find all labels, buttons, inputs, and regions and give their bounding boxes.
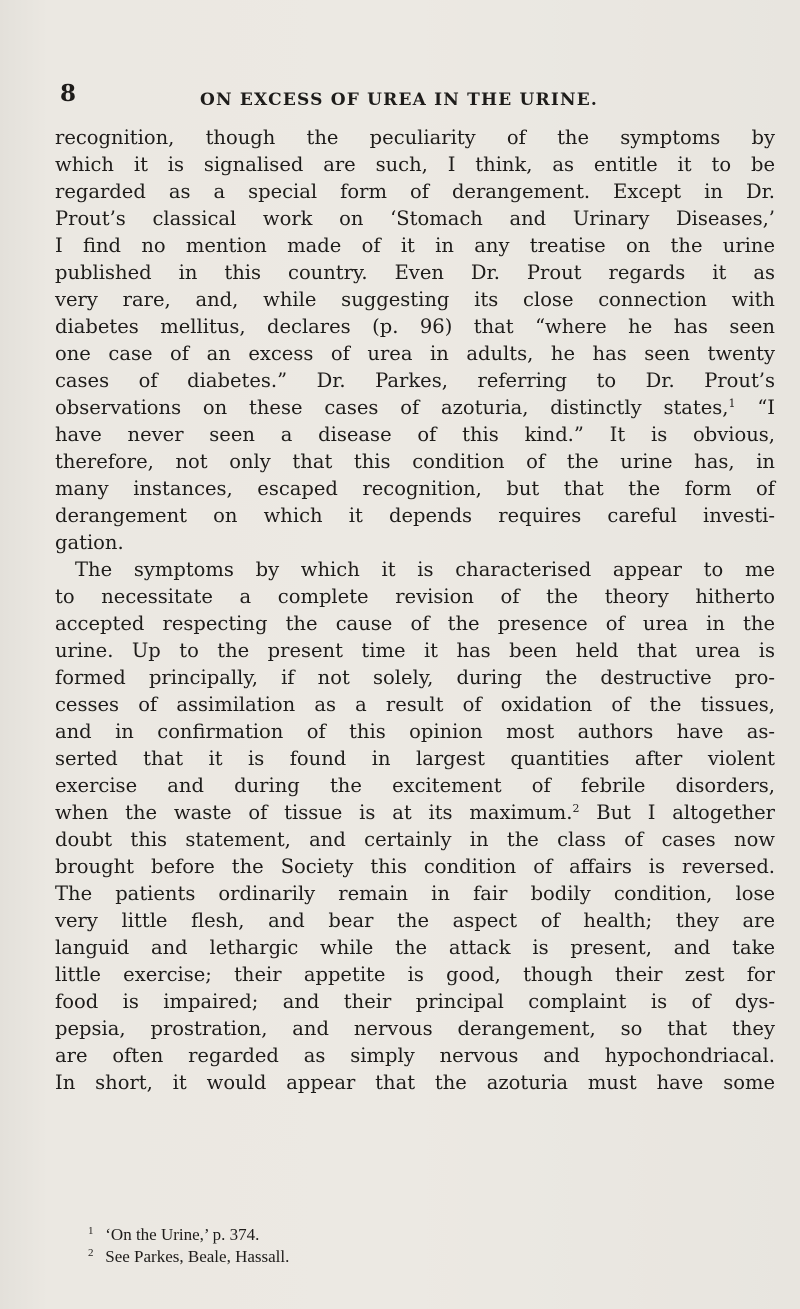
text-line: little exercise; their appetite is good, though their zest for [55, 963, 775, 986]
footnote-reference: 2 [572, 802, 580, 815]
text-line: many instances, escaped recognition, but that the form of [55, 477, 775, 500]
text-line: Prout’s classical work on ‘Stomach and Urinary Diseases,’ [55, 207, 775, 230]
text-line: gation. [55, 531, 124, 554]
text-line: have never seen a disease of this kind.” It is obvious, [55, 423, 775, 446]
text-line: very little flesh, and bear the aspect of health; they are [55, 909, 775, 932]
text-line [55, 799, 775, 826]
text-line: diabetes mellitus, declares (p. 96) that “where he has seen [55, 315, 775, 338]
text-line: to necessitate a complete revision of the theory hitherto [55, 585, 775, 608]
text-line: regarded as a special form of derangement. Except in Dr. [55, 180, 775, 203]
text-line: brought before the Society this condition of affairs is reversed. [55, 855, 775, 878]
text-line: The symptoms by which it is characterised appear to me [75, 558, 775, 581]
text-segment: “I [735, 396, 775, 419]
text-segment: But I altogether [579, 801, 775, 824]
text-segment: when the waste of tissue is at its maximum. [55, 801, 573, 824]
text-line: derangement on which it depends requires careful investi- [55, 504, 775, 527]
footnote-mark: 1 [88, 1225, 94, 1237]
text-line: published in this country. Even Dr. Prout regards it as [55, 261, 775, 284]
text-line: serted that it is found in largest quantities after violent [55, 747, 775, 770]
page-number: 8 [60, 80, 77, 107]
text-line: cases of diabetes.” Dr. Parkes, referring to Dr. Prout’s [55, 369, 775, 392]
paragraph-2 [55, 556, 775, 1096]
text-line: therefore, not only that this condition of the urine has, in [55, 450, 775, 473]
text-line: recognition, though the peculiarity of the symptoms by [55, 126, 775, 149]
text-line: urine. Up to the present time it has been held that urea is [55, 639, 775, 662]
paragraph-1 [55, 124, 775, 556]
text-line: accepted respecting the cause of the presence of urea in the [55, 612, 775, 635]
footnote-text: ‘On the Urine,’ p. 374. [105, 1225, 260, 1244]
text-line: cesses of assimilation as a result of oxidation of the tissues, [55, 693, 775, 716]
footnote-mark: 2 [88, 1247, 94, 1259]
footnote-reference: 1 [728, 397, 736, 410]
footnote-2 [88, 1242, 588, 1264]
footnote-text: See Parkes, Beale, Hassall. [105, 1247, 290, 1266]
text-line: languid and lethargic while the attack is present, and take [55, 936, 775, 959]
text-line: are often regarded as simply nervous and hypochondriacal. [55, 1044, 775, 1067]
footnotes [88, 1220, 588, 1264]
text-segment: observations on these cases of azoturia, distinctly states, [55, 396, 729, 419]
text-line: which it is signalised are such, I think, as entitle it to be [55, 153, 775, 176]
body-text [55, 124, 775, 1096]
text-line: I find no mention made of it in any treatise on the urine [55, 234, 775, 257]
footnote-1 [88, 1220, 588, 1242]
text-line: and in confirmation of this opinion most authors have as- [55, 720, 775, 743]
text-line: The patients ordinarily remain in fair bodily condition, lose [55, 882, 775, 905]
text-line: formed principally, if not solely, during the destructive pro- [55, 666, 775, 689]
text-line: food is impaired; and their principal complaint is of dys- [55, 990, 775, 1013]
running-head: ON EXCESS OF UREA IN THE URINE. [200, 90, 599, 110]
text-line: pepsia, prostration, and nervous derangement, so that they [55, 1017, 775, 1040]
text-line: In short, it would appear that the azoturia must have some [55, 1071, 775, 1094]
text-line: very rare, and, while suggesting its close connection with [55, 288, 775, 311]
text-line: exercise and during the excitement of febrile disorders, [55, 774, 775, 797]
text-line: one case of an excess of urea in adults, he has seen twenty [55, 342, 775, 365]
text-line [55, 394, 775, 421]
text-line: doubt this statement, and certainly in the class of cases now [55, 828, 775, 851]
